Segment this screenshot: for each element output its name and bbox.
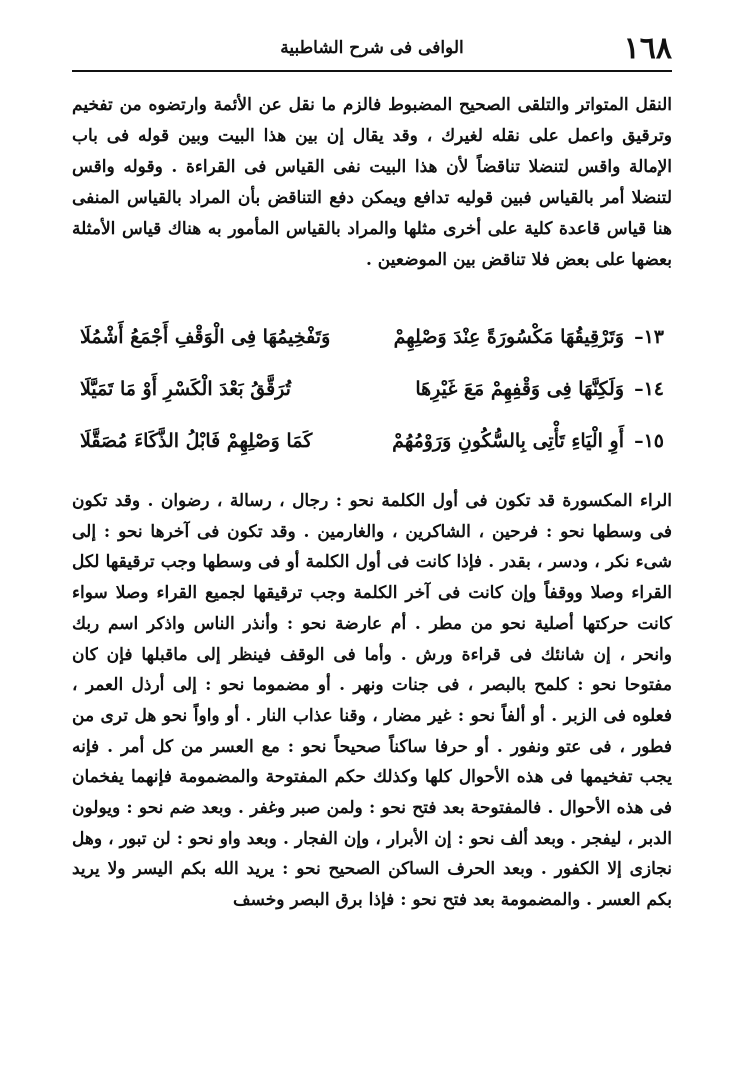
verse-14 (80, 368, 664, 420)
poem-verses (80, 316, 664, 472)
verse-second-hemistich: كَمَا وَصْلِهِمْ فَابْلُ الذَّكَاءَ مُصَقَّلَا (80, 430, 313, 452)
verse-first-hemistich: وَلَكِنَّهَا فِى وَقْفِهِمْ مَعَ غَيْرِهَا (415, 378, 624, 400)
running-title: الوافى فى شرح الشاطبية (280, 38, 464, 58)
verse-13 (80, 316, 664, 368)
verse-first-hemistich: أَوِ الْيَاءِ تَأْتِى بِالسُّكُونِ وَرَوْمُهُمْ (392, 430, 624, 452)
page-number: ١٦٨ (623, 31, 672, 66)
verse-first-hemistich: وَتَرْقِيقُهَا مَكْسُورَةً عِنْدَ وَصْلِهِمْ (393, 326, 624, 348)
verse-number: ١٥– (634, 430, 664, 452)
commentary-paragraph-1: النقل المتواتر والتلقى الصحيح المضبوط فالزم ما نقل عن الأئمة وارتضوه من تفخيم وترقيق واعمل على نقله لغيرك ، وقد يقال إن بين هذا البيت وبين قوله فى باب الإمالة واقس لتنضلا تناقضاً لأن هذا البيت نفى القياس فى القراءة . وقوله واقس لتنضلا أمر بالقياس فبين قوليه تدافع ويمكن دفع التناقض بأن المراد بالقياس المنفى هنا قياس قاعدة كلية على أخرى مثلها والمراد بالقياس المأمور به هناك قياس الأمثلة بعضها على بعض فلا تناقض بين الموضعين . (72, 95, 672, 270)
verse-second-hemistich: وَتَفْخِيمُهَا فِى الْوَقْفِ أَجْمَعُ أَشْمُلَا (80, 326, 331, 348)
verse-second-hemistich: تُرَقَّقُ بَعْدَ الْكَسْرِ أَوْ مَا تَمَيَّلَا (80, 378, 291, 400)
verse-number: ١٤– (634, 378, 664, 400)
commentary-paragraph-2: الراء المكسورة قد تكون فى أول الكلمة نحو : رجال ، رسالة ، رضوان . وقد تكون فى وسطها نحو : فرحين ، الشاكرين ، والغارمين . وقد تكون فى آخرها نحو : إلى شىء نكر ، ودسر ، بقدر . فإذا كانت فى أول الكلمة أو فى وسطها وجب ترقيقها لكل القراء وصلا ووقفاً وإن كانت فى آخر الكلمة وجب ترقيقها لجميع القراء وصلا سواء كانت حركتها أصلية نحو من مطر . أم عارضة نحو : وأنذر الناس واذكر اسم ربك وانحر ، إن شانئك فى قراءة ورش . وأما فى الوقف فينظر إلى ماقبلها فإن كان مفتوحا نحو : كلمح بالبصر ، فى جنات ونهر . أو مضموما نحو : إلى أرذل العمر ، فعلوه فى الزبر . أو ألفاً نحو : غير مضار ، وقنا عذاب النار . أو واواً نحو هل ترى من فطور ، فى عتو ونفور . أو حرفا ساكناً صحيحاً نحو : مع العسر من كل أمر . فإنه يجب تفخيمها فى هذه الأحوال كلها وكذلك حكم المفتوحة والمضمومة فإنهما يفخمان فى هذه الأحوال . فالمفتوحة بعد فتح نحو : ولمن صبر وغفر . وبعد ضم نحو : ويولون الدبر ، ليفجر . وبعد ألف نحو : إن الأبرار ، وإن الفجار . وبعد واو نحو : لن تبور ، وهل نجازى إلا الكفور . وبعد الحرف الساكن الصحيح نحو : يريد الله بكم اليسر ولا يريد بكم العسر . والمضمومة بعد فتح نحو : فإذا برق البصر وخسف (72, 491, 672, 911)
verse-number: ١٣– (634, 326, 664, 348)
page-header (72, 30, 672, 72)
verse-15 (80, 420, 664, 472)
